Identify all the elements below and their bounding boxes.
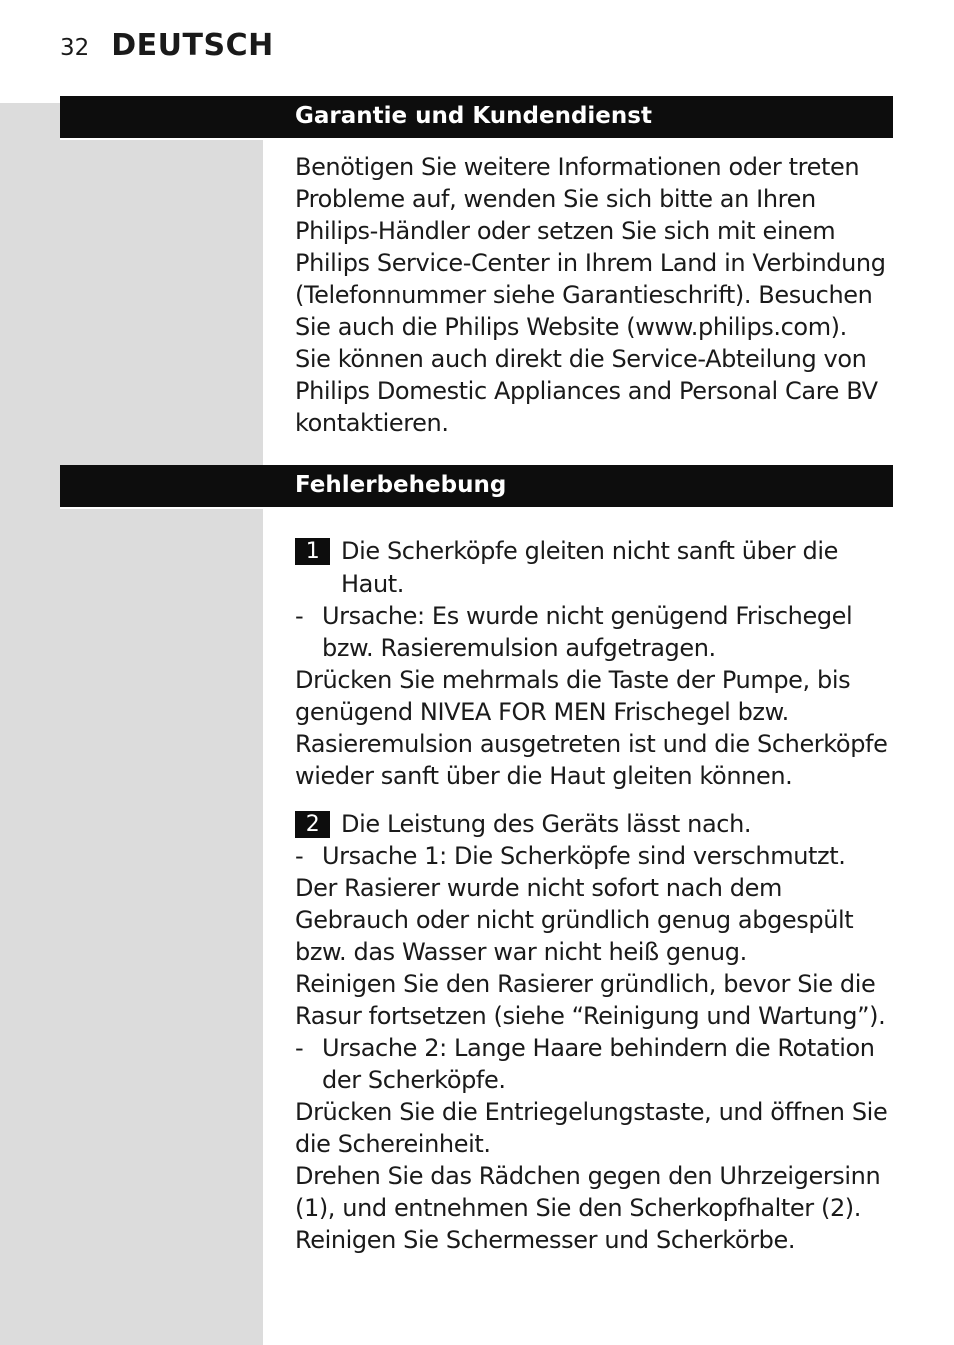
problem-1-solution: Drücken Sie mehrmals die Taste der Pumpe, bis genügend NIVEA FOR MEN Frischegel bzw. Rasieremulsion ausgetreten ist und die Scherköpfe wieder sanft über die Haut gleiten können. bbox=[295, 666, 888, 790]
bullet-dash: - bbox=[295, 1034, 304, 1062]
problem-2-title: Die Leistung des Geräts lässt nach. bbox=[341, 810, 752, 838]
problem-2-explanation-1: Der Rasierer wurde nicht sofort nach dem Gebrauch oder nicht gründlich genug abgespült bzw. das Wasser war nicht heiß genug. bbox=[295, 874, 854, 966]
section-header-troubleshooting bbox=[60, 465, 893, 507]
problem-2-solution-2b: Drehen Sie das Rädchen gegen den Uhrzeigersinn (1), und entnehmen Sie den Scherkopfhalter (2). Reinigen Sie Schermesser und Scherkörbe. bbox=[295, 1162, 881, 1254]
page-header bbox=[60, 28, 274, 78]
problem-2-cause-2 bbox=[295, 1032, 893, 1096]
problem-1-heading bbox=[305, 535, 893, 601]
problem-2 bbox=[295, 808, 893, 841]
warranty-paragraph-2: Sie können auch direkt die Service-Abteilung von Philips Domestic Appliances and Personal Care BV kontaktieren. bbox=[295, 345, 878, 437]
left-margin-panel bbox=[0, 103, 263, 1345]
problem-1-details bbox=[295, 600, 893, 792]
problem-2-details bbox=[295, 840, 893, 1256]
section-header-warranty bbox=[60, 96, 893, 138]
problem-2-cause-1-text: Ursache 1: Die Scherköpfe sind verschmutzt. bbox=[322, 842, 846, 870]
step-number-badge: 2 bbox=[295, 811, 330, 838]
problem-1 bbox=[295, 535, 893, 601]
warranty-text-after: ). bbox=[830, 313, 847, 341]
warranty-text-before: Benötigen Sie weitere Informationen oder treten Probleme auf, wenden Sie sich bitte an Ihren Philips-Händler oder setzen Sie sich mit einem Philips Service-Center in Ihrem Land in Verbindung (Telefonnummer siehe Garantieschrift). Besuchen Sie auch die Philips Website ( bbox=[295, 153, 886, 341]
page-number: 32 bbox=[60, 35, 90, 61]
problem-2-solution-2a: Drücken Sie die Entriegelungstaste, und öffnen Sie die Schereinheit. bbox=[295, 1098, 888, 1158]
section-title-warranty: Garantie und Kundendienst bbox=[295, 103, 652, 129]
step-number-badge: 1 bbox=[295, 538, 330, 565]
problem-2-cause-2-text: Ursache 2: Lange Haare behindern die Rotation der Scherköpfe. bbox=[322, 1034, 875, 1094]
problem-2-solution-1: Reinigen Sie den Rasierer gründlich, bevor Sie die Rasur fortsetzen (siehe “Reinigung und Wartung”). bbox=[295, 970, 886, 1030]
language-heading: DEUTSCH bbox=[111, 28, 274, 63]
philips-website-link[interactable]: www.philips.com bbox=[635, 313, 831, 341]
warranty-text bbox=[295, 151, 893, 439]
bullet-dash: - bbox=[295, 602, 304, 630]
problem-1-cause-text: Ursache: Es wurde nicht genügend Frischegel bzw. Rasieremulsion aufgetragen. bbox=[322, 602, 853, 662]
problem-1-cause bbox=[295, 600, 893, 664]
problem-2-heading bbox=[305, 808, 893, 841]
section-title-troubleshooting: Fehlerbehebung bbox=[295, 472, 507, 498]
bullet-dash: - bbox=[295, 842, 304, 870]
problem-1-title: Die Scherköpfe gleiten nicht sanft über die Haut. bbox=[341, 537, 838, 598]
warranty-paragraph bbox=[295, 151, 893, 343]
problem-2-cause-1 bbox=[295, 840, 893, 872]
